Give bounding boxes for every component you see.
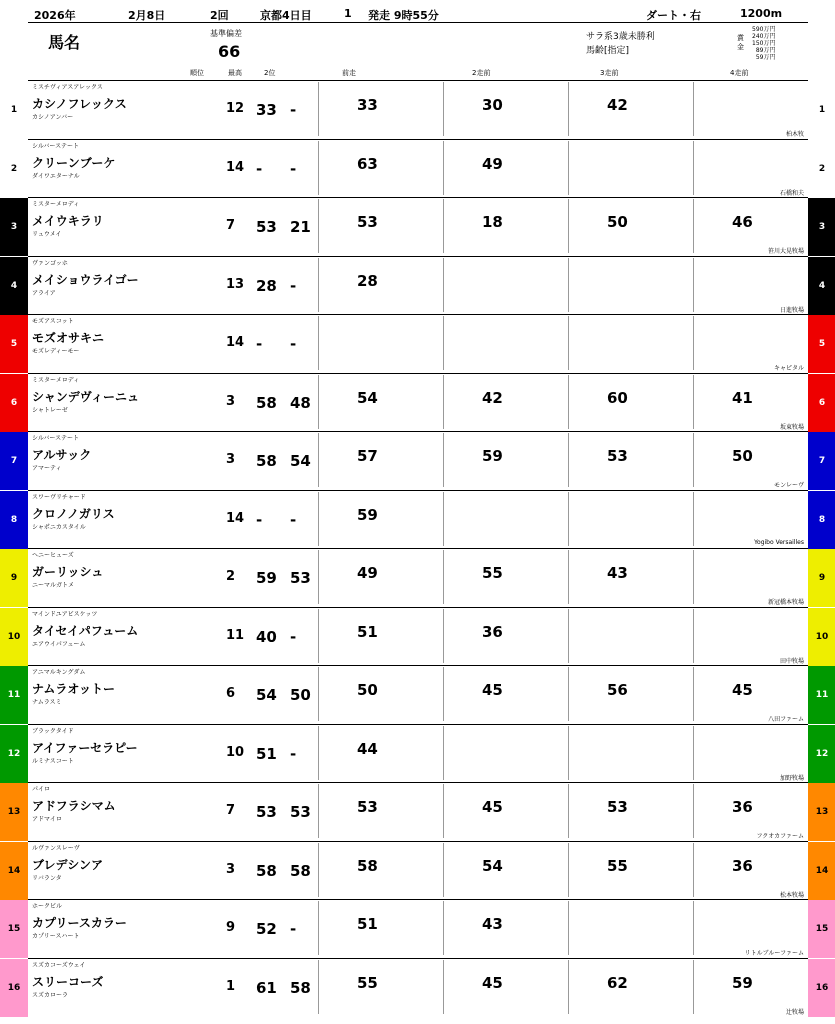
horse-rank: 10: [226, 744, 245, 760]
past-race-box: [568, 433, 687, 487]
past-race-index: 36: [482, 622, 503, 641]
horse-dam: ニーマルガトメ: [32, 582, 74, 589]
horse-dam: アライア: [32, 289, 56, 297]
horse-name: カシノフレックス: [32, 97, 127, 111]
horse-rank: 3: [226, 393, 236, 409]
horse-number-left: 15: [0, 900, 28, 958]
second-header: 2位: [264, 69, 276, 77]
standard-value: 66: [218, 42, 241, 61]
past-race-index: 57: [357, 447, 378, 465]
horse-rank: 14: [226, 159, 245, 175]
horse-farm: 松本牧場: [779, 891, 804, 899]
horse-sire: ヘニーヒューズ: [32, 552, 74, 559]
condition-class: サラ系3歳未勝利: [586, 32, 655, 42]
past-race-box: [443, 667, 562, 721]
past-race-index: 44: [357, 739, 378, 758]
past-race-index: 49: [482, 154, 503, 173]
past-race-box: [568, 667, 687, 721]
past-race-index: 45: [482, 973, 503, 992]
past-race-box: [318, 141, 437, 195]
horse-dam: ダイワエターナル: [32, 172, 80, 180]
horse-best-index: 59: [256, 569, 277, 587]
past-race-box: [693, 960, 812, 1014]
horse-row: [7, 782, 829, 842]
past-race-box: [443, 960, 562, 1014]
horse-row: [10, 373, 826, 433]
horse-sire: ホークビル: [32, 903, 63, 910]
horse-number-left: 11: [0, 666, 28, 724]
horse-rank: 14: [226, 510, 245, 526]
past-race-index: 54: [482, 856, 503, 875]
horse-rank: 2: [226, 569, 236, 584]
horse-rank: 12: [226, 101, 245, 116]
race-course: ダート・右: [646, 9, 701, 22]
past-race-index: 41: [732, 388, 753, 407]
horse-best-index: 58: [256, 393, 277, 412]
horse-number-left: 6: [0, 374, 28, 432]
horse-second-index: -: [290, 335, 297, 353]
horse-sire: パイロ: [32, 786, 51, 793]
horse-farm: 笹川大晃牧場: [767, 248, 804, 255]
horse-dam: シャポニカスタイル: [32, 523, 86, 531]
horse-number-left: 5: [0, 315, 28, 373]
past-race-index: 55: [607, 856, 628, 875]
horse-number-right: 11: [808, 666, 835, 724]
horse-number-left: 10: [0, 608, 28, 666]
past-race-box: [443, 82, 562, 136]
prev3-header: 3走前: [600, 69, 619, 77]
past-race-index: 43: [482, 915, 503, 933]
horse-number-right: 4: [808, 257, 835, 315]
horse-row: [10, 314, 826, 374]
prev1-header: 前走: [342, 69, 356, 77]
past-race-box: [318, 199, 437, 253]
past-race-box: [443, 141, 562, 195]
horse-second-index: -: [290, 159, 297, 178]
past-race-box: [693, 550, 812, 604]
past-race-box: [568, 901, 687, 955]
horse-number-right: 7: [808, 432, 835, 490]
past-race-index: 46: [732, 213, 753, 231]
horse-row: [10, 431, 826, 491]
horse-name: クロノノガリス: [32, 506, 115, 521]
race-round: 2回: [210, 9, 229, 22]
horse-dam: シャトレーゼ: [32, 406, 68, 414]
prev2-header: 2走前: [472, 69, 491, 77]
past-race-box: [443, 258, 562, 312]
horse-name: メイショウライゴー: [32, 272, 139, 287]
past-race-box: [693, 901, 812, 955]
horse-sire: ミスターメロディ: [32, 376, 80, 384]
horse-farm: 日進牧場: [779, 306, 804, 314]
horse-sire: ヴァンゴッホ: [32, 259, 68, 267]
horse-name: クリーンブーケ: [32, 155, 116, 170]
horse-second-index: 58: [290, 861, 311, 880]
past-race-box: [318, 550, 437, 604]
horse-best-index: 53: [256, 218, 277, 236]
horse-row: [10, 80, 826, 140]
horse-sire: ミスチヴィアスアレックス: [32, 84, 103, 91]
horse-farm: リトルブルーファーム: [744, 950, 804, 957]
horse-name: カプリースカラー: [32, 916, 127, 930]
past-race-index: 55: [357, 973, 378, 992]
horse-rank: 9: [226, 920, 236, 935]
past-race-index: 59: [732, 973, 753, 992]
past-race-index: 53: [357, 213, 378, 231]
horse-number-right: 12: [808, 725, 835, 783]
horse-second-index: 21: [290, 218, 311, 236]
past-race-box: [443, 726, 562, 780]
past-race-index: 42: [607, 96, 628, 114]
race-number: 1: [344, 7, 352, 20]
past-race-index: 55: [482, 564, 503, 582]
horse-rank: 6: [226, 686, 236, 701]
condition-age: 馬齢[指定]: [586, 46, 630, 56]
prize-list: [752, 26, 775, 61]
horse-sire: マインドユアビスケッツ: [32, 610, 98, 618]
horse-name: スリーコーズ: [32, 974, 104, 989]
horse-best-index: -: [256, 510, 263, 529]
past-race-box: [318, 433, 437, 487]
past-race-index: 30: [482, 96, 503, 114]
past-race-index: 28: [357, 271, 378, 290]
horse-row: [10, 197, 826, 257]
rank-header: 順位: [190, 69, 204, 77]
horse-sire: シルバーステート: [32, 142, 80, 150]
past-race-box: [693, 843, 812, 897]
prize-label: 賞金: [737, 34, 744, 51]
horse-row: [10, 548, 826, 608]
past-race-box: [318, 784, 437, 838]
past-race-box: [693, 667, 812, 721]
past-race-box: [568, 141, 687, 195]
horse-number-left: 14: [0, 842, 28, 900]
horse-name: タイセイパフューム: [32, 623, 139, 638]
past-race-index: 59: [357, 505, 378, 524]
past-race-box: [318, 316, 437, 370]
horse-best-index: 28: [256, 276, 277, 295]
past-race-box: [318, 960, 437, 1014]
past-race-box: [568, 199, 687, 253]
horse-sire: ミスターメロディ: [32, 201, 80, 208]
horse-second-index: -: [290, 920, 297, 938]
past-race-box: [443, 784, 562, 838]
horse-name: アルサック: [32, 448, 92, 462]
horse-sire: アニマルキングダム: [32, 669, 86, 676]
past-race-index: 36: [732, 856, 753, 875]
past-race-index: 59: [482, 447, 503, 465]
past-race-box: [693, 784, 812, 838]
past-race-box: [568, 960, 687, 1014]
past-race-index: 42: [482, 388, 503, 407]
horse-second-index: 50: [290, 686, 311, 704]
standard-label: 基準偏差: [210, 29, 242, 38]
past-race-box: [693, 433, 812, 487]
horse-rank: 13: [226, 276, 245, 292]
horse-dam: リュウメイ: [32, 231, 62, 238]
horse-best-index: 51: [256, 744, 277, 763]
past-race-box: [568, 316, 687, 370]
horse-second-index: -: [290, 276, 297, 295]
horse-second-index: 58: [290, 978, 311, 997]
race-date: 2月8日: [128, 9, 166, 22]
past-race-box: [443, 199, 562, 253]
horse-rank: 7: [226, 803, 236, 818]
horse-dam: モズレディーモー: [32, 348, 80, 355]
prize-5: 59万円: [755, 54, 776, 61]
horse-rank: 7: [226, 218, 236, 233]
horse-rank: 3: [226, 861, 236, 877]
horse-farm: 八田ファーム: [768, 716, 804, 723]
horse-number-right: 13: [808, 783, 835, 841]
past-race-box: [318, 609, 437, 663]
horse-farm: 新冠橋本牧場: [767, 599, 804, 606]
race-place: 京都4日目: [260, 9, 312, 22]
past-race-index: 43: [607, 564, 628, 582]
prize-2: 240万円: [752, 33, 776, 40]
horse-best-index: 61: [256, 978, 277, 997]
horse-name: ブレデシンア: [32, 857, 103, 872]
past-race-box: [318, 82, 437, 136]
horse-dam: ナムラスミ: [32, 699, 62, 706]
past-race-box: [318, 901, 437, 955]
past-race-box: [443, 375, 562, 429]
horse-name: アイファーセラピー: [32, 740, 138, 755]
past-race-index: 50: [607, 213, 628, 231]
race-distance: 1200m: [740, 7, 783, 20]
past-race-box: [568, 492, 687, 546]
horse-rank: 1: [226, 978, 236, 994]
horse-name-title: 馬名: [48, 33, 81, 52]
horse-second-index: -: [290, 101, 297, 119]
horse-best-index: 40: [256, 627, 277, 646]
horse-dam: エアウイパフューム: [32, 640, 86, 648]
past-race-box: [318, 667, 437, 721]
horse-number-left: 13: [0, 783, 28, 841]
horse-best-index: 53: [256, 803, 277, 821]
horse-name: アドフラシマム: [32, 799, 116, 813]
past-race-box: [568, 375, 687, 429]
horse-farm: 加野牧場: [779, 774, 804, 782]
past-race-box: [693, 316, 812, 370]
past-race-box: [693, 492, 812, 546]
horse-number-right: 1: [808, 81, 835, 139]
past-race-index: 50: [732, 447, 753, 465]
horse-best-index: 58: [256, 452, 277, 470]
horse-row: [10, 490, 826, 550]
horse-best-index: 58: [256, 861, 277, 880]
horse-row: [7, 958, 829, 1018]
horse-dam: リバランタ: [32, 874, 62, 882]
prize-1: 590万円: [752, 26, 776, 33]
past-race-box: [693, 82, 812, 136]
past-race-box: [568, 726, 687, 780]
horse-dam: スズカローラ: [32, 991, 69, 999]
horse-second-index: 48: [290, 393, 311, 412]
race-year: 2026年: [34, 9, 76, 22]
past-race-index: 49: [357, 564, 378, 582]
past-race-index: 45: [482, 681, 503, 699]
past-race-index: 62: [607, 973, 628, 992]
horse-best-index: -: [256, 335, 263, 353]
horse-row: [7, 607, 829, 667]
past-race-index: 33: [357, 96, 378, 114]
horse-number-left: 1: [0, 81, 28, 139]
horse-sire: ブラックタイド: [32, 727, 74, 735]
horse-second-index: 53: [290, 803, 311, 821]
past-race-box: [318, 843, 437, 897]
past-race-box: [443, 901, 562, 955]
best-header: 最高: [228, 69, 242, 77]
race-info-bar: [28, 6, 808, 23]
past-race-box: [693, 199, 812, 253]
horse-number-right: 10: [808, 608, 835, 666]
horse-number-right: 15: [808, 900, 835, 958]
horse-second-index: -: [290, 510, 297, 529]
prize-4: 89万円: [755, 47, 776, 54]
horse-sire: スズカコーズウェイ: [32, 961, 86, 969]
horse-dam: ルミナスコート: [32, 757, 74, 765]
prize-3: 150万円: [752, 40, 776, 47]
horse-sire: モズアスコット: [32, 318, 74, 325]
horse-second-index: 54: [290, 452, 311, 470]
past-race-index: 53: [357, 798, 378, 816]
horse-number-right: 16: [808, 959, 835, 1017]
past-race-box: [568, 258, 687, 312]
horse-number-left: 2: [0, 140, 28, 198]
horse-farm: 柏木牧: [785, 131, 804, 138]
horse-number-right: 5: [808, 315, 835, 373]
horse-name: モズオサキニ: [32, 331, 105, 345]
past-race-index: 45: [732, 681, 753, 699]
past-race-box: [443, 609, 562, 663]
past-race-box: [568, 550, 687, 604]
past-race-index: 53: [607, 447, 628, 465]
horse-second-index: 53: [290, 569, 311, 587]
past-race-box: [443, 316, 562, 370]
past-race-box: [318, 375, 437, 429]
horse-number-right: 3: [808, 198, 835, 256]
past-race-box: [443, 492, 562, 546]
horse-best-index: 33: [256, 101, 277, 119]
race-conditions: [586, 30, 655, 58]
horse-best-index: 52: [256, 920, 277, 938]
horse-sire: シルバーステート: [32, 435, 80, 442]
horse-best-index: 54: [256, 686, 277, 704]
past-race-box: [568, 784, 687, 838]
horse-dam: カシノアンバー: [32, 114, 74, 121]
past-race-box: [693, 375, 812, 429]
past-race-box: [568, 82, 687, 136]
past-race-index: 63: [357, 154, 378, 173]
horse-name: ガーリッシュ: [32, 565, 104, 579]
past-race-box: [693, 726, 812, 780]
horse-row: [7, 724, 829, 784]
horse-number-right: 2: [808, 140, 835, 198]
past-race-index: 54: [357, 388, 378, 407]
race-start-time: 発走 9時55分: [368, 9, 439, 22]
horse-sire: スワーヴリチャード: [32, 493, 86, 501]
horse-farm: 辻牧場: [785, 1008, 804, 1016]
past-race-index: 50: [357, 681, 378, 699]
horse-rank: 14: [226, 335, 245, 350]
horse-dam: アドマイロ: [32, 816, 62, 823]
horse-name: ナムラオットー: [32, 682, 116, 696]
past-race-box: [693, 141, 812, 195]
horse-number-left: 9: [0, 549, 28, 607]
horse-dam: アマーティ: [32, 465, 62, 472]
past-race-box: [318, 726, 437, 780]
horse-number-left: 16: [0, 959, 28, 1017]
horse-row: [10, 256, 826, 316]
past-race-box: [568, 609, 687, 663]
past-race-box: [568, 843, 687, 897]
horse-row: [7, 841, 829, 901]
horse-number-right: 8: [808, 491, 835, 549]
past-race-index: 18: [482, 213, 503, 231]
past-race-index: 51: [357, 915, 378, 933]
horse-number-left: 3: [0, 198, 28, 256]
past-race-index: 60: [607, 388, 628, 407]
horse-row: [7, 899, 829, 959]
horse-number-right: 9: [808, 549, 835, 607]
horse-row: [10, 139, 826, 199]
horse-name: シャンデヴィーニュ: [32, 389, 140, 404]
horse-farm: キャピタル: [773, 365, 804, 372]
horse-rank: 3: [226, 452, 236, 467]
horse-name: メイウキラリ: [32, 214, 104, 228]
past-race-index: 36: [732, 798, 753, 816]
horse-second-index: -: [290, 744, 297, 763]
past-race-index: 56: [607, 681, 628, 699]
horse-farm: Yogibo Versailles: [754, 538, 804, 546]
past-race-box: [318, 258, 437, 312]
past-race-box: [443, 550, 562, 604]
horse-farm: フクオカファーム: [756, 833, 804, 840]
horse-number-right: 14: [808, 842, 835, 900]
prev4-header: 4走前: [730, 69, 749, 77]
horse-sire: ルヴァンスレーヴ: [32, 844, 80, 852]
past-race-box: [318, 492, 437, 546]
horse-farm: 田中牧場: [779, 657, 804, 665]
past-race-box: [693, 609, 812, 663]
horse-number-left: 12: [0, 725, 28, 783]
horse-number-left: 4: [0, 257, 28, 315]
horse-rank: 11: [226, 627, 245, 643]
horse-farm: モンレーヴ: [774, 482, 804, 489]
past-race-box: [693, 258, 812, 312]
past-race-index: 51: [357, 622, 378, 641]
horse-farm: 坂東牧場: [779, 423, 804, 431]
past-race-index: 53: [607, 798, 628, 816]
horse-farm: 石橋和夫: [779, 189, 804, 197]
race-header: [0, 0, 835, 77]
horse-number-left: 8: [0, 491, 28, 549]
past-race-box: [443, 843, 562, 897]
horse-number-right: 6: [808, 374, 835, 432]
horse-number-left: 7: [0, 432, 28, 490]
horse-best-index: -: [256, 159, 263, 178]
past-race-index: 45: [482, 798, 503, 816]
horse-dam: カプリースハート: [32, 933, 80, 940]
past-race-index: 58: [357, 856, 378, 875]
horse-second-index: -: [290, 627, 297, 646]
horse-row: [7, 665, 829, 725]
past-race-box: [443, 433, 562, 487]
